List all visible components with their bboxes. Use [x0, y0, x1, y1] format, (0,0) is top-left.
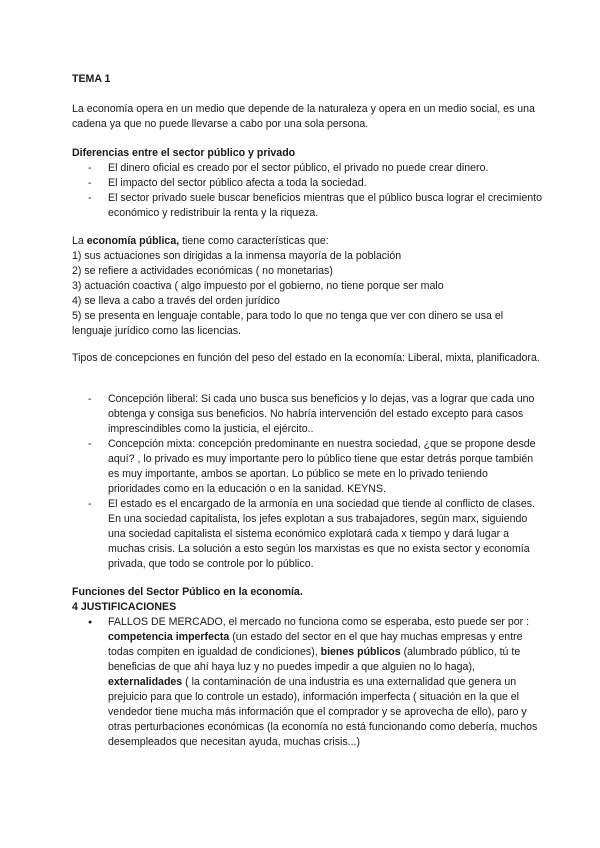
document-title: TEMA 1 — [72, 73, 111, 85]
list-item: - El estado es el encargado de la armonía en una sociedad que tiende al conflicto de clases. En una sociedad capitalista, los jefes explotan a sus trabajadores, según marx, siguiendo una sociedad capitalista el sistema económico explotará cada x tiempo y dará lugar a muchas crisis. La solución a esto según los marxistas es que no exista sector y economía privada, que todo se controle por lo público. — [72, 497, 542, 572]
diferencias-list — [72, 161, 542, 221]
tipos-intro: Tipos de concepciones en función del peso del estado en la economía: Liberal, mixta, planificadora. — [72, 352, 540, 364]
list-item: - Concepción mixta: concepción predominante en nuestra sociedad, ¿que se propone desde aquí? , lo privado es muy importante pero lo público tiene que estar detrás porque también es muy importante, ambos se aportan. Lo público se mete en lo privado teniendo prioridades como en la educación o en la sanidad. KEYNS. — [72, 437, 542, 497]
economia-publica-term: economía pública, — [86, 235, 180, 247]
list-item: 5) se presenta en lenguaje contable, para todo lo que no tenga que ver con dinero se usa el lenguaje jurídico como las licencias. — [72, 310, 504, 337]
list-item: ● FALLOS DE MERCADO, el mercado no funciona como se esperaba, esto puede ser por : competencia imperfecta (un estado del sector en el que hay muchas empresas y entre todas compiten en igualdad de condiciones), bienes públicos (alumbrado público, tú te beneficias de que ahí haya luz y no puedes impedir a que alguien no lo haga), externalidades ( la contaminación de una industria es una externalidad que genera un prejuicio para que lo controle un estado), información imperfecta ( situación en la que el vendedor tiene mucha más información que el comprador y se aprovecha de ello), paro y otras perturbaciones económicas (la economía no está funcionando como debería, muchos desempleados que necesitan ayuda, muchas crisis...) — [72, 615, 542, 750]
diferencias-heading: Diferencias entre el sector público y privado — [72, 147, 296, 159]
list-item: 2) se refiere a actividades económicas ( no monetarias) — [72, 265, 333, 277]
list-item: - El dinero oficial es creado por el sector público, el privado no puede crear dinero. — [72, 161, 542, 176]
list-item: - Concepción liberal: Si cada uno busca sus beneficios y lo dejas, vas a lograr que cada uno obtenga y consiga sus beneficios. No habría intervención del estado excepto para casos imprescindibles como la justicia, el ejército.. — [72, 392, 542, 437]
justificaciones-list — [72, 615, 542, 750]
list-item: 1) sus actuaciones son dirigidas a la inmensa mayoría de la población — [72, 250, 402, 262]
funciones-heading: Funciones del Sector Público en la economía. — [72, 586, 303, 598]
intro-paragraph: La economía opera en un medio que depende de la naturaleza y opera en un medio social, es una cadena ya que no puede llevarse a cabo por una sola persona. — [72, 103, 535, 130]
list-item: - El sector privado suele buscar beneficios mientras que el público busca lograr el crecimiento económico y redistribuir la renta y la riqueza. — [72, 191, 542, 221]
tipos-list — [72, 392, 542, 572]
list-item: 3) actuación coactiva ( algo impuesto por el gobierno, no tiene porque ser malo — [72, 280, 444, 292]
economia-publica-list — [72, 249, 542, 339]
list-item: - El impacto del sector público afecta a toda la sociedad. — [72, 176, 542, 191]
list-item: 4) se lleva a cabo a través del orden jurídico — [72, 295, 280, 307]
economia-publica-intro: La economía pública, tiene como características que: — [72, 235, 329, 247]
justificaciones-heading: 4 JUSTIFICACIONES — [72, 601, 177, 613]
